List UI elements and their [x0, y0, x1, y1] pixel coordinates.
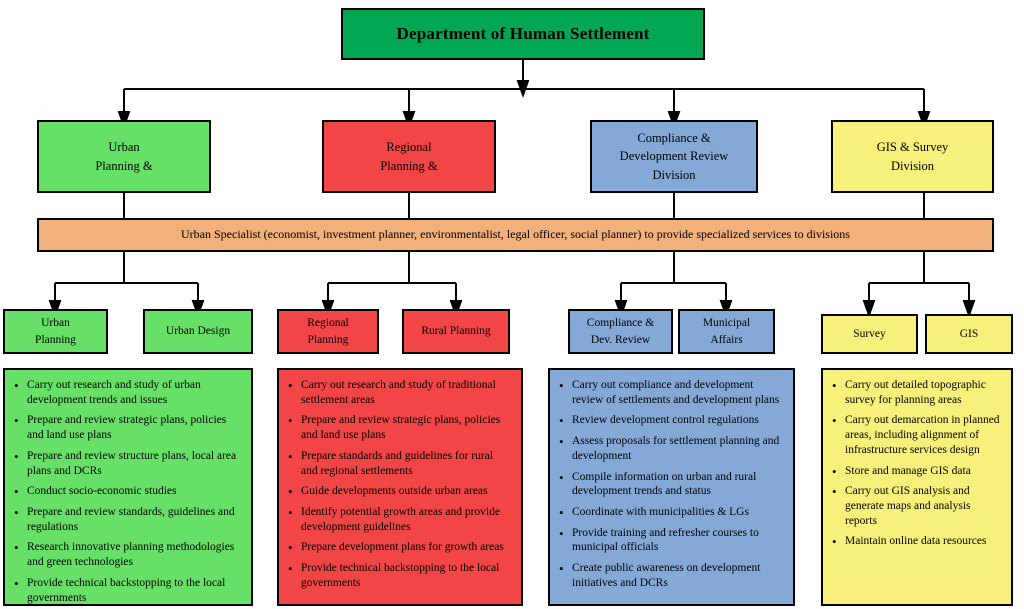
unit-node-urban-design[interactable] [143, 309, 253, 354]
division-label-line1: Regional [386, 140, 432, 155]
task-item: • Carry out research and study of urban development trends and issues [25, 378, 241, 407]
unit-label-line1: Urban [41, 316, 70, 329]
unit-label-line2: Planning [35, 333, 76, 346]
task-item: • Prepare and review strategic plans, policies and land use plans [25, 413, 241, 442]
task-item: • Conduct socio-economic studies [25, 484, 241, 499]
task-list-gis-survey [821, 368, 1013, 606]
task-item: • Prepare and review strategic plans, policies and land use plans [299, 413, 511, 442]
division-label-line1: GIS & Survey [876, 140, 949, 155]
unit-label-line2: Dev. Review [590, 333, 651, 346]
unit-node-urban-planning[interactable] [3, 309, 108, 354]
unit-label-line1: Compliance & [586, 316, 655, 329]
task-list [285, 378, 511, 591]
unit-label-line1: GIS [959, 327, 979, 340]
root-node-label: Department of Human Settlement [396, 23, 650, 43]
task-item: • Provide training and refresher courses to municipal officials [570, 526, 783, 555]
division-node-compliance[interactable] [590, 120, 758, 193]
division-label-line2: Division [890, 158, 935, 173]
division-label-line3: Division [652, 167, 696, 182]
division-node-urban[interactable] [37, 120, 211, 193]
unit-node-regional-planning[interactable] [277, 309, 379, 354]
task-item: • Prepare and review structure plans, local area plans and DCRs [25, 449, 241, 478]
unit-label-line1: Municipal [702, 316, 751, 329]
urban-specialist-bar[interactable] [37, 218, 994, 252]
division-label-line1: Urban [108, 140, 140, 155]
task-item: • Maintain online data resources [843, 534, 1001, 549]
task-item: • Coordinate with municipalities & LGs [570, 505, 783, 520]
unit-label-line1: Urban Design [165, 325, 231, 338]
unit-label-line2: Planning [307, 333, 349, 346]
task-list [556, 378, 783, 591]
division-node-gis-survey[interactable] [831, 120, 994, 193]
unit-node-municipal-affairs[interactable] [678, 309, 775, 354]
task-item: • Provide technical backstopping to the local governments [299, 561, 511, 590]
task-list [11, 378, 241, 605]
unit-label-line1: Rural Planning [421, 325, 491, 338]
task-item: • Create public awareness on development initiatives and DCRs [570, 561, 783, 590]
division-label-line2: Planning & [380, 158, 438, 173]
root-node-department[interactable] [341, 8, 705, 60]
task-list-urban [3, 368, 253, 606]
unit-node-gis[interactable] [925, 314, 1013, 354]
unit-label-line1: Regional [307, 316, 349, 329]
unit-node-survey[interactable] [821, 314, 918, 354]
task-item: • Store and manage GIS data [843, 464, 1001, 479]
unit-node-compliance-dev-review[interactable] [568, 309, 673, 354]
task-item: • Identify potential growth areas and provide development guidelines [299, 505, 511, 534]
unit-label-line2: Affairs [710, 333, 743, 346]
urban-specialist-label: Urban Specialist (economist, investment planner, environmentalist, legal officer, social planner) to provide specialized services to divisions [181, 227, 850, 242]
unit-node-rural-planning[interactable] [402, 309, 510, 354]
task-item: • Carry out research and study of traditional settlement areas [299, 378, 511, 407]
task-list-compliance [548, 368, 795, 606]
task-item: • Prepare and review standards, guidelines and regulations [25, 505, 241, 534]
unit-label-line1: Survey [853, 327, 886, 340]
task-item: • Prepare development plans for growth areas [299, 540, 511, 555]
task-item: • Carry out demarcation in planned areas, including alignment of infrastructure services design [843, 413, 1001, 457]
task-list-regional [277, 368, 523, 606]
task-item: • Guide developments outside urban areas [299, 484, 511, 499]
task-item: • Carry out GIS analysis and generate maps and analysis reports [843, 484, 1001, 528]
division-node-regional[interactable] [322, 120, 496, 193]
task-item: • Carry out compliance and development review of settlements and development plans [570, 378, 783, 407]
task-item: • Assess proposals for settlement planning and development [570, 434, 783, 463]
task-item: • Prepare standards and guidelines for rural and regional settlements [299, 449, 511, 478]
task-item: • Carry out detailed topographic survey for planning areas [843, 378, 1001, 407]
division-label-line2: Development Review [619, 149, 729, 164]
task-item: • Compile information on urban and rural development trends and status [570, 470, 783, 499]
task-item: • Review development control regulations [570, 413, 783, 428]
task-item: • Provide technical backstopping to the local governments [25, 576, 241, 605]
task-item: • Research innovative planning methodologies and green technologies [25, 540, 241, 569]
task-list [829, 378, 1001, 549]
division-label-line2: Planning & [95, 158, 153, 173]
division-label-line1: Compliance & [637, 131, 711, 146]
